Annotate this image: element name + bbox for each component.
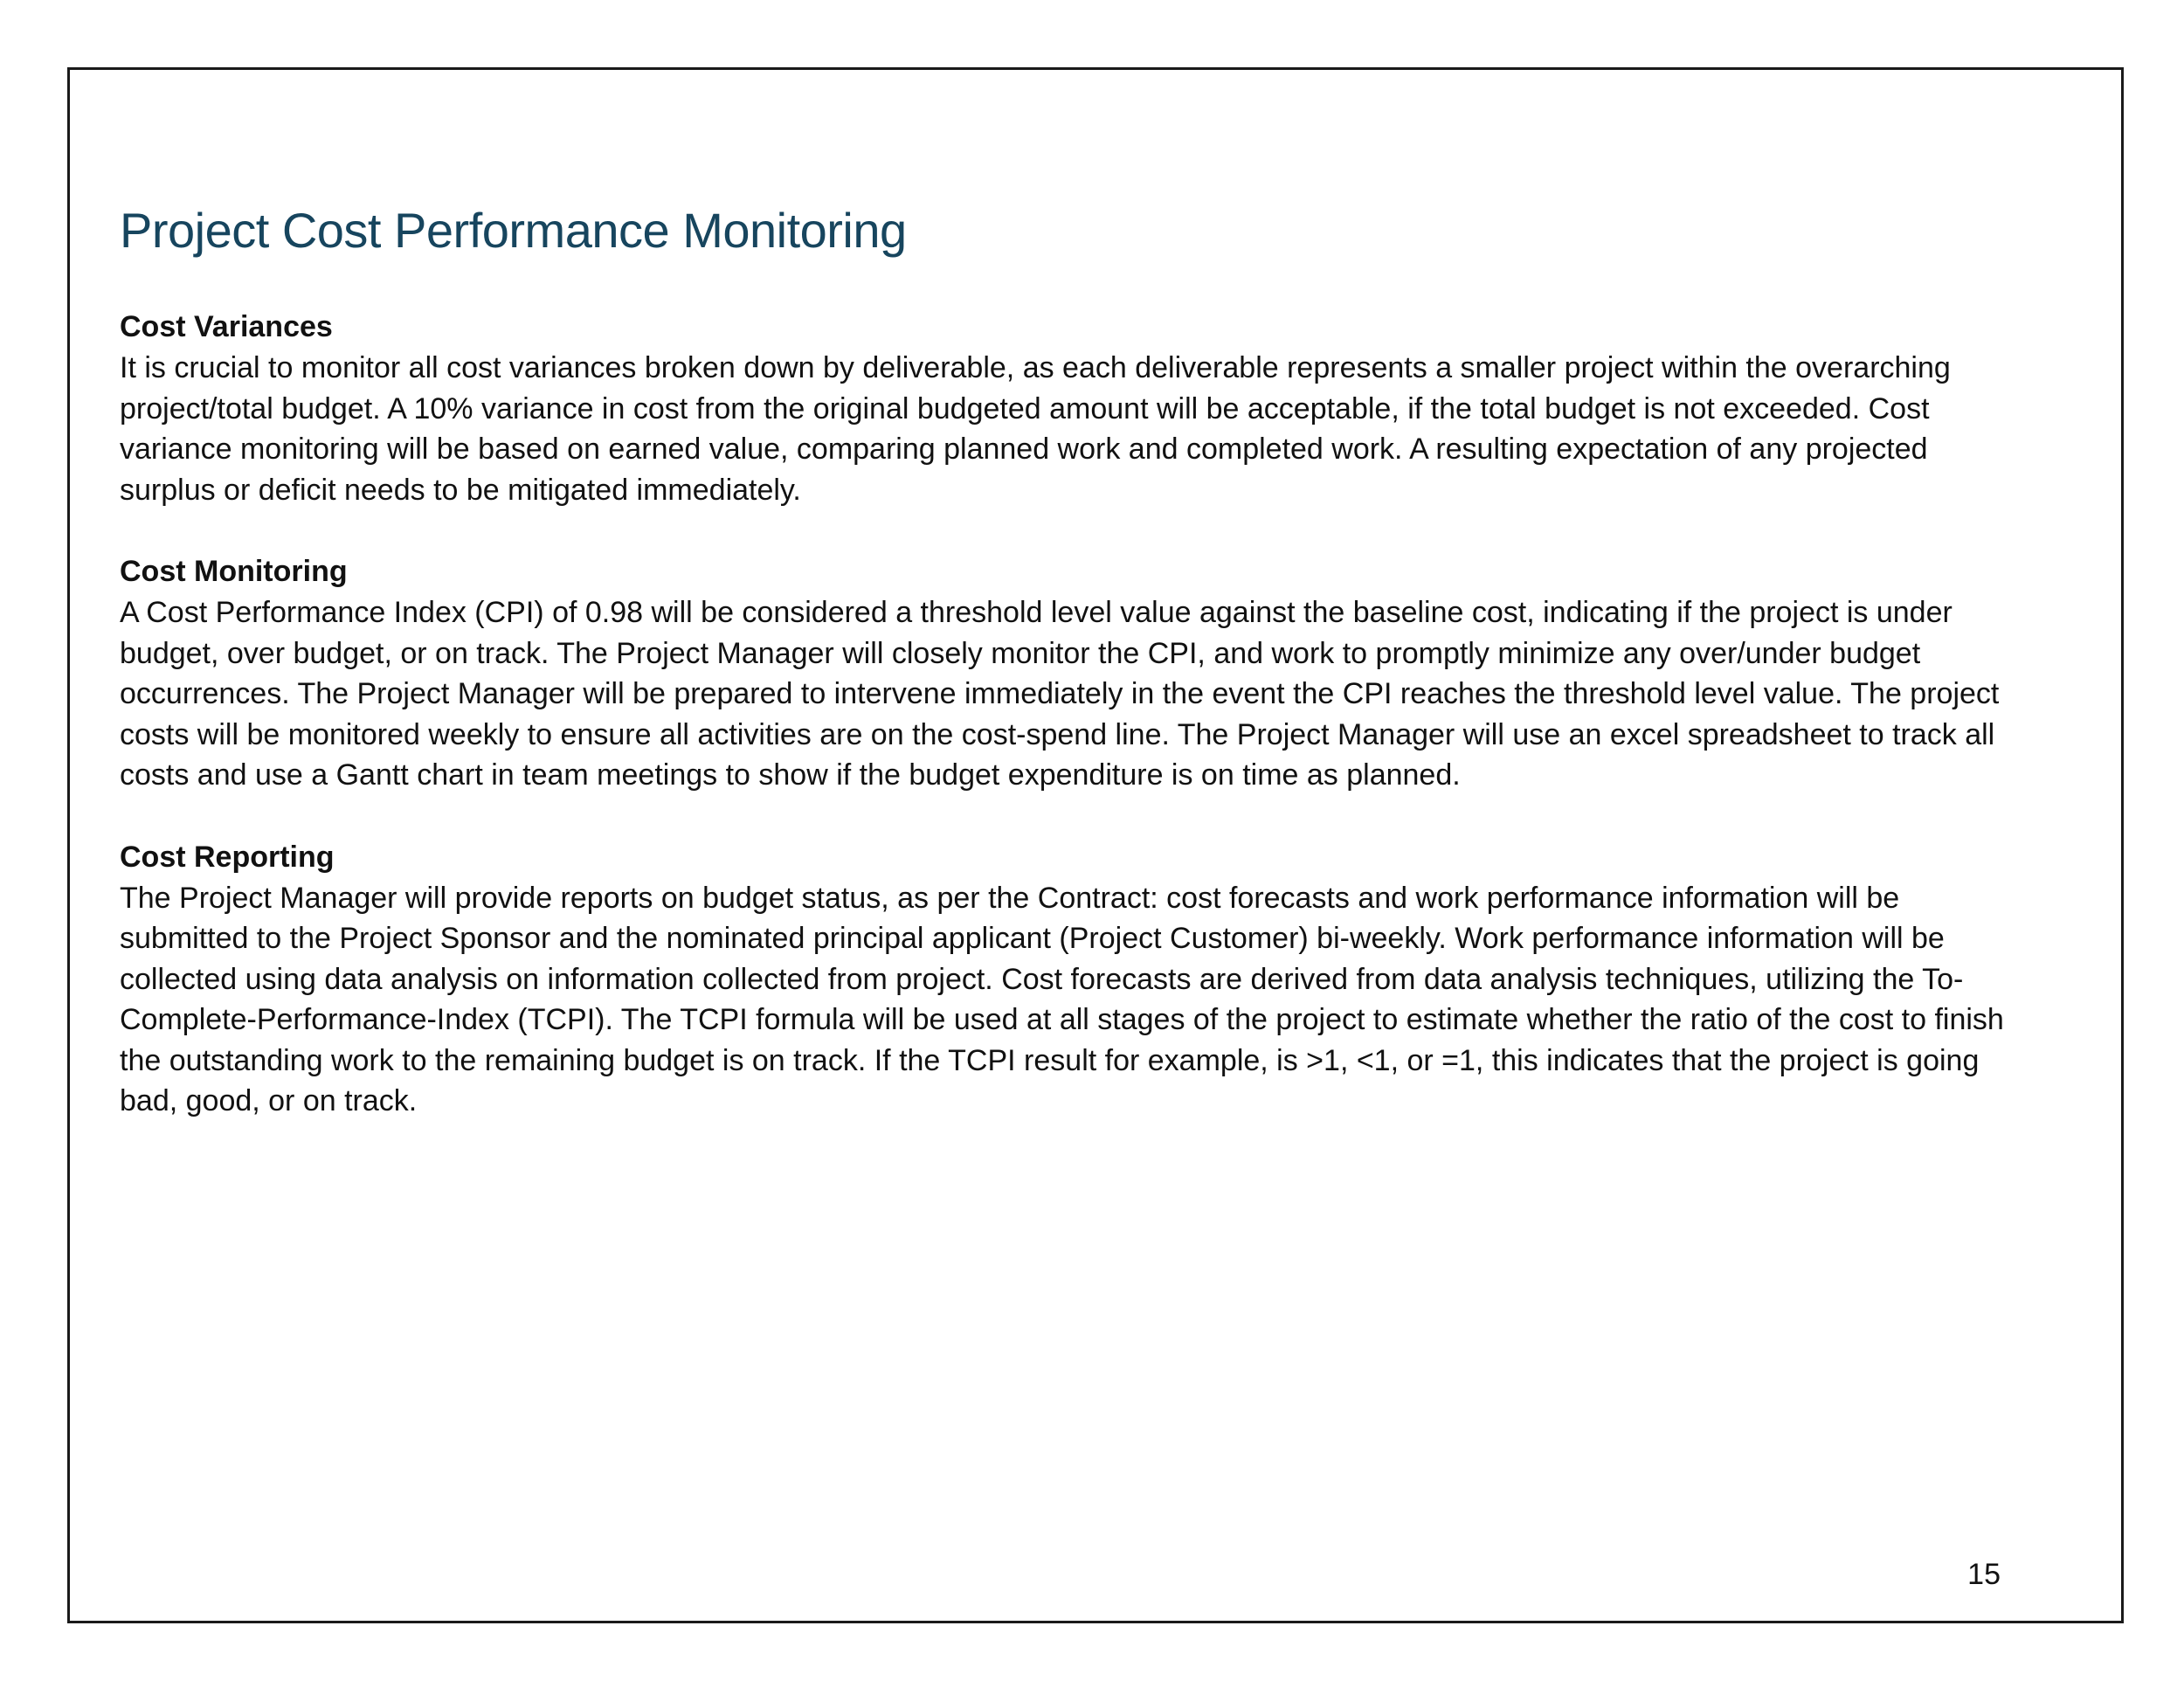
section-cost-reporting [120,836,2024,1122]
section-cost-monitoring [120,550,2024,796]
page-number: 15 [1967,1558,2001,1591]
section-heading: Cost Reporting [120,840,335,874]
page-title: Project Cost Performance Monitoring [120,203,907,258]
section-cost-variances [120,306,2024,510]
sections [120,306,2024,1122]
section-heading: Cost Monitoring [120,555,348,588]
page-content [120,199,2024,1162]
section-heading: Cost Variances [120,310,333,343]
section-body: The Project Manager will provide reports on budget status, as per the Contract: cost forecasts and work performance information will be submitted to the Project Sponsor and the nominated principal applicant (Project Customer) bi-weekly. Work performance information will be collected using data analysis on information collected from project. Cost forecasts are derived from data analysis techniques, utilizing the To-Complete-Performance-Index (TCPI). The TCPI formula will be used at all stages of the project to estimate whether the ratio of the cost to finish the outstanding work to the remaining budget is on track. If the TCPI result for example, is >1, <1, or =1, this indicates that the project is going bad, good, or on track. [120,881,2004,1117]
section-body: A Cost Performance Index (CPI) of 0.98 will be considered a threshold level value against the baseline cost, indicating if the project is under budget, over budget, or on track. The Project Manager will closely monitor the CPI, and work to promptly minimize any over/under budget occurrences. The Project Manager will be prepared to intervene immediately in the event the CPI reaches the threshold level value. The project costs will be monitored weekly to ensure all activities are on the cost-spend line. The Project Manager will use an excel spreadsheet to track all costs and use a Gantt chart in team meetings to show if the budget expenditure is on time as planned. [120,596,2000,792]
section-body: It is crucial to monitor all cost variances broken down by deliverable, as each deliverable represents a smaller project within the overarching project/total budget. A 10% variance in cost from the original budgeted amount will be acceptable, if the total budget is not exceeded. Cost variance monitoring will be based on earned value, comparing planned work and completed work. A resulting expectation of any projected surplus or deficit needs to be mitigated immediately. [120,351,1951,507]
